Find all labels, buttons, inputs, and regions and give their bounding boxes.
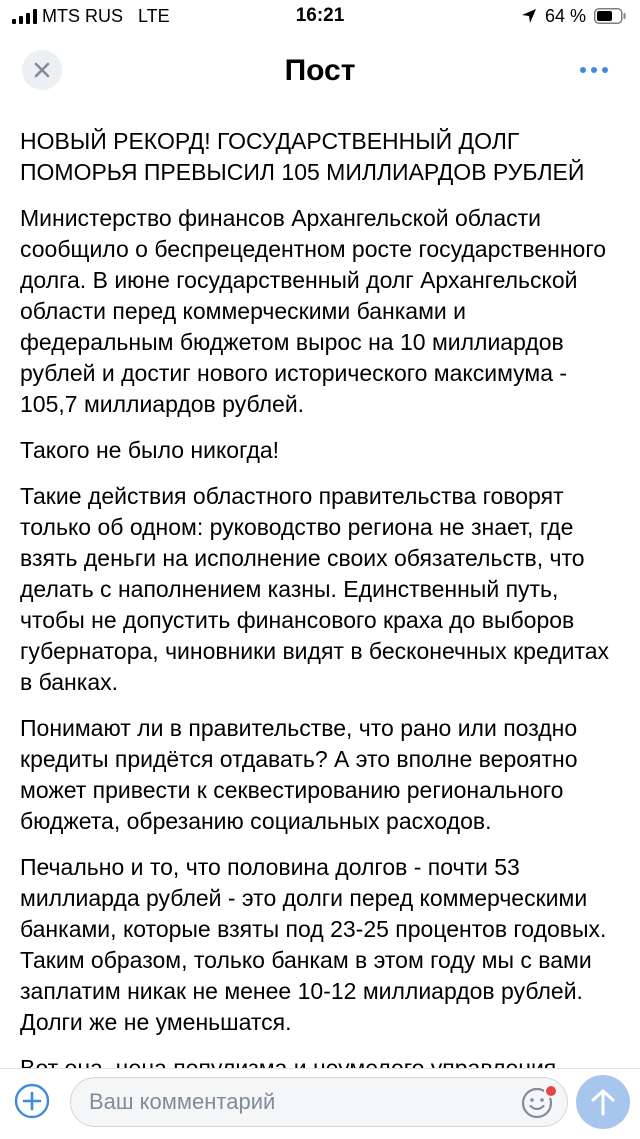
carrier-name: MTS RUS (42, 6, 123, 26)
status-bar (0, 0, 640, 36)
post-paragraph: Министерство финансов Архангельской области сообщило о беспрецедентном росте государственного долга. В июне государственный долг Архангельской области перед коммерческими банками и федеральным бюджетом вырос на 10 миллиардов рублей и достиг нового исторического максимума - 105,7 миллиардов рублей. (20, 205, 607, 417)
battery-percentage: 64 % (545, 6, 587, 26)
post-headline: НОВЫЙ РЕКОРД! ГОСУДАРСТВЕННЫЙ ДОЛГ ПОМОРЬЯ ПРЕВЫСИЛ 105 МИЛЛИАРДОВ РУБЛЕЙ (20, 128, 585, 185)
more-options-button[interactable] (574, 60, 614, 80)
post-paragraph: Такого не было никогда! (20, 437, 280, 463)
add-attachment-button[interactable] (14, 1083, 50, 1119)
post-paragraph: Печально и то, что половина долгов - почти 53 миллиарда рублей - это долги перед коммерческими банками, которые взяты под 23-25 процентов годовых. Таким образом, только банкам в этом году мы с вами заплатим никак не менее 10-12 миллиардов рублей. Долги же не уменьшатся. (20, 854, 607, 1035)
post-paragraph: Понимают ли в правительстве, что рано или поздно кредиты придётся отдавать? А это вполне вероятно может привести к секвестированию регионального бюджета, обрезанию социальных расходов. (20, 715, 578, 834)
location-arrow-icon (520, 7, 538, 25)
post-content (20, 126, 625, 1099)
plus-circle-icon (16, 1085, 48, 1117)
clock: 16:21 (295, 5, 345, 26)
notification-dot (544, 1084, 558, 1098)
network-type: LTE (138, 6, 170, 26)
page-title: Пост (284, 54, 356, 87)
header (0, 36, 640, 108)
battery-icon (594, 8, 626, 24)
comment-bar (0, 1068, 640, 1139)
post-paragraph: Такие действия областного правительства говорят только об одном: руководство региона не знает, где взять деньги на исполнение своих обязательств, что делать с наполнением казны. Единственный путь, чтобы не допустить финансового краха до выборов губернатора, чиновники видят в бесконечных кредитах в банках. (20, 483, 610, 695)
comment-input[interactable] (70, 1077, 568, 1127)
arrow-up-icon (590, 1088, 616, 1116)
more-dots-icon (580, 67, 586, 73)
send-button[interactable] (576, 1075, 630, 1129)
